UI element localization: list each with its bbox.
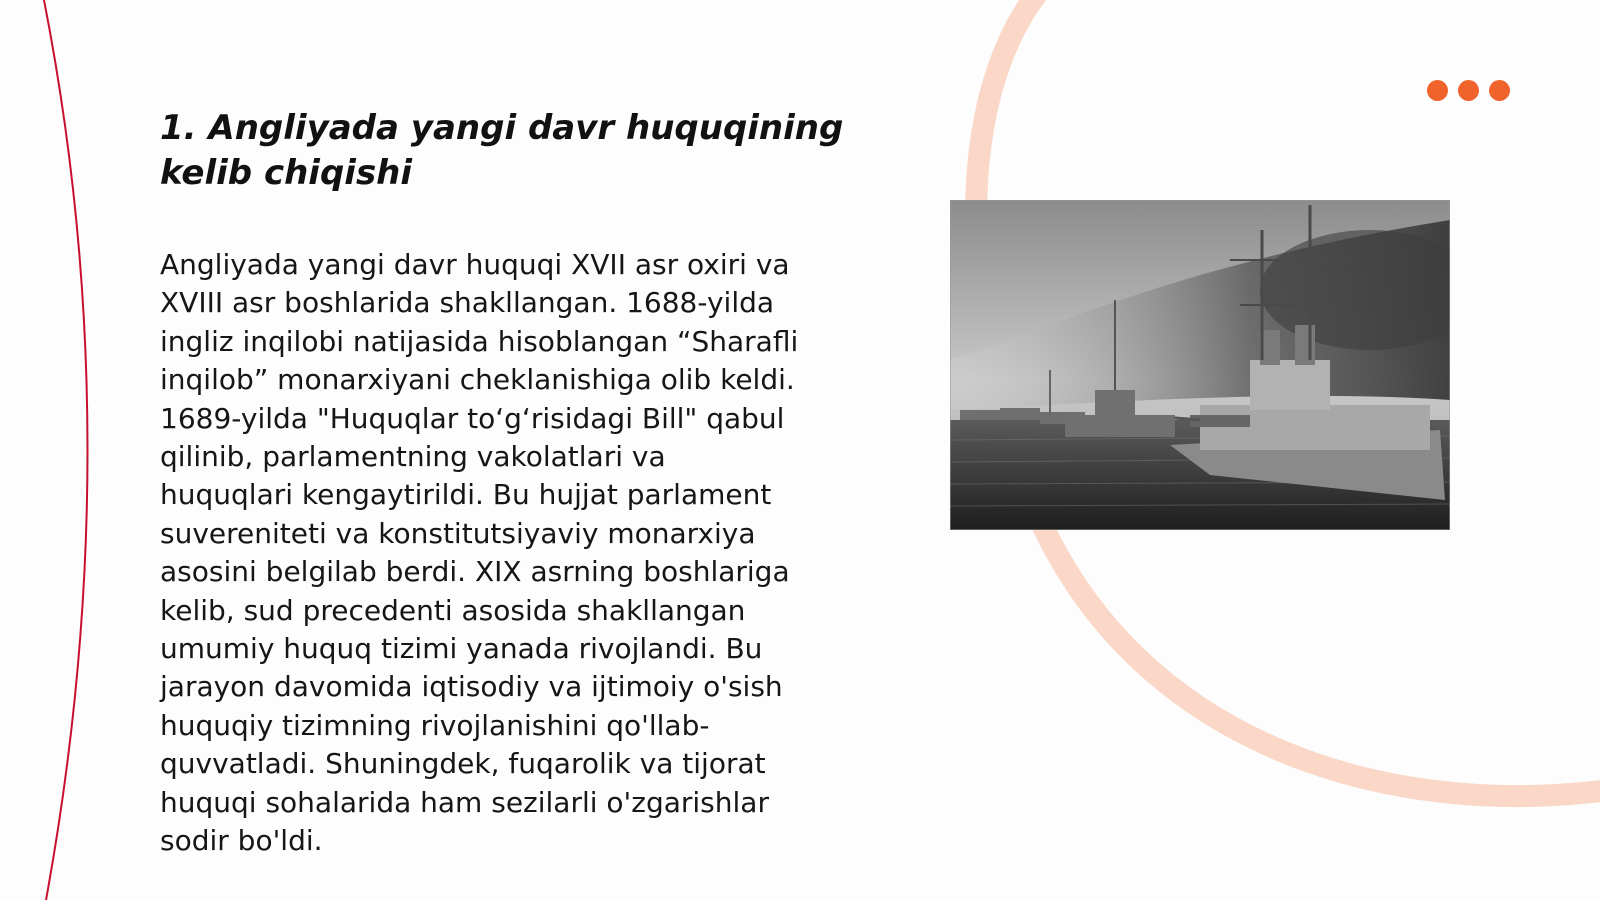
dot-icon: [1427, 80, 1448, 101]
slide-body-text: Angliyada yangi davr huquqi XVII asr oxiri va XVIII asr boshlarida shakllangan. 1688-yilda ingliz inqilobi natijasida hisoblangan “Sharafli inqilob” monarxiyani cheklanishiga olib keldi. 1689-yilda "Huquqlar to‘g‘risidagi Bill" qabul qilinib, parlamentning vakolatlari va huquqlari kengaytirildi. Bu hujjat parlament suvereniteti va konstitutsiyaviy monarxiya asosini belgilab berdi. XIX asrning boshlariga kelib, sud precedenti asosida shakllangan umumiy huquq tizimi yanada rivojlandi. Bu jarayon davomida iqtisodiy va ijtimoiy o'sish huquqiy tizimning rivojlanishini qo'llab- quvvatladi. Shuningdek, fuqarolik va tijorat huquqi sohalarida ham sezilarli o'zgarishlar sodir bo'ldi.: [160, 248, 799, 858]
left-curve-line: [44, 0, 88, 900]
dot-icon: [1458, 80, 1479, 101]
dot-icon: [1489, 80, 1510, 101]
slide-title: 1. Angliyada yangi davr huquqining kelib chiqishi: [160, 108, 844, 193]
battleships-photo: [950, 200, 1450, 530]
more-options-icon: [1427, 80, 1510, 101]
